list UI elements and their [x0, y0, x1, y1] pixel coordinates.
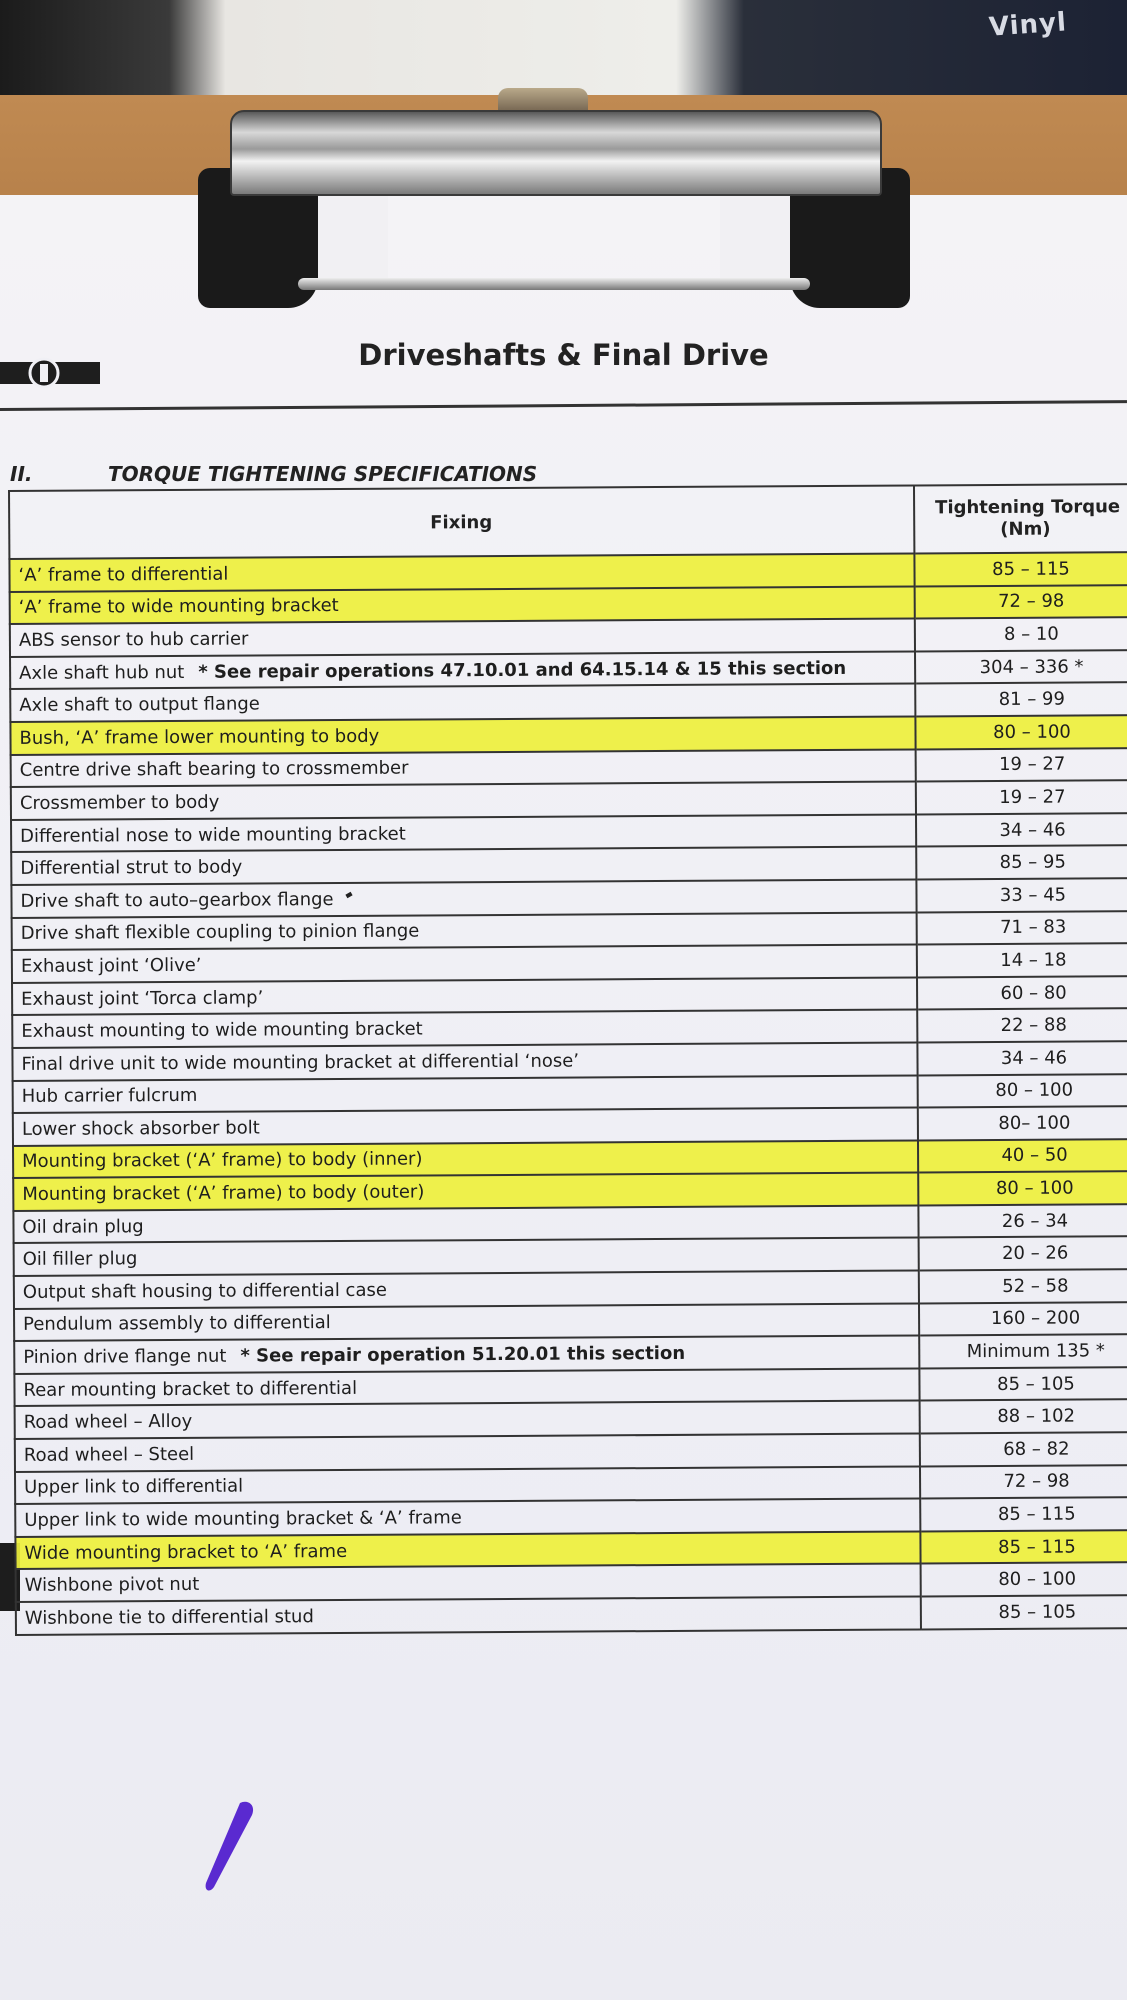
- torque-cell: 26 – 34: [918, 1204, 1127, 1238]
- fixing-cell: [15, 1433, 920, 1471]
- fixing-text: Lower shock absorber bolt: [21, 1117, 260, 1140]
- fixing-column-header: Fixing: [9, 485, 914, 559]
- fixing-cell: [13, 1140, 918, 1178]
- fixing-text: Pinion drive flange nut: [23, 1345, 227, 1368]
- fixing-cell: [12, 1042, 917, 1080]
- table-body: [9, 552, 1127, 1634]
- fixing-text: Drive shaft to auto–gearbox flange: [20, 888, 334, 912]
- fixing-cell: [12, 945, 917, 983]
- torque-cell: 34 – 46: [916, 813, 1127, 847]
- torque-cell: 80 – 100: [918, 1171, 1127, 1205]
- torque-cell: 72 – 98: [920, 1465, 1127, 1499]
- torque-cell: 60 – 80: [917, 976, 1127, 1010]
- torque-cell: 20 – 26: [919, 1237, 1127, 1271]
- torque-cell: Minimum 135 *: [919, 1334, 1127, 1368]
- torque-cell: 85 – 105: [921, 1595, 1127, 1629]
- fixing-cell: [14, 1271, 919, 1309]
- torque-cell: 81 – 99: [915, 682, 1127, 716]
- torque-cell: 80 – 100: [918, 1074, 1127, 1108]
- torque-cell: 80 – 100: [921, 1562, 1127, 1596]
- torque-cell: 85 – 115: [920, 1497, 1127, 1531]
- torque-column-header: [914, 484, 1127, 553]
- torque-cell: 40 – 50: [918, 1139, 1127, 1173]
- fixing-text: ABS sensor to hub carrier: [18, 628, 249, 651]
- torque-cell: 68 – 82: [920, 1432, 1127, 1466]
- fixing-cell: [16, 1596, 921, 1634]
- fixing-cell: [10, 586, 915, 624]
- fixing-cell: [14, 1303, 919, 1341]
- torque-cell: 72 – 98: [915, 585, 1127, 619]
- fixing-cell: [15, 1401, 920, 1439]
- fixing-text: ‘A’ frame to differential: [18, 563, 229, 586]
- fixing-text: Differential strut to body: [20, 856, 243, 880]
- torque-cell: 85 – 115: [920, 1530, 1127, 1564]
- fixing-cell: [12, 912, 917, 950]
- fixing-text: Exhaust joint ‘Olive’: [20, 954, 202, 977]
- torque-cell: 22 – 88: [917, 1008, 1127, 1042]
- fixing-text: Mounting bracket (‘A’ frame) to body (outer): [22, 1181, 425, 1206]
- fixing-cell: [14, 1368, 919, 1406]
- torque-cell: 52 – 58: [919, 1269, 1127, 1303]
- table-header-row: [9, 484, 1127, 559]
- fixing-text: Exhaust mounting to wide mounting bracket: [21, 1018, 423, 1043]
- torque-cell: 8 – 10: [915, 617, 1127, 651]
- fixing-cell: [11, 814, 916, 852]
- fixing-cell: [13, 1108, 918, 1146]
- torque-table: [8, 483, 1127, 1635]
- torque-cell: 19 – 27: [916, 748, 1127, 782]
- fixing-text: Wide mounting bracket to ‘A’ frame: [24, 1540, 348, 1564]
- fixing-cell: [10, 716, 915, 754]
- torque-table-wrapper: [8, 483, 1127, 1635]
- fixing-text: Centre drive shaft bearing to crossmember: [19, 757, 409, 782]
- fixing-text: Differential nose to wide mounting bracket: [20, 823, 406, 847]
- fixing-cell: [11, 749, 916, 787]
- fixing-text: Upper link to differential: [24, 1476, 244, 1499]
- clip-gap-right: [720, 190, 790, 290]
- fixing-text: Wishbone pivot nut: [24, 1574, 200, 1597]
- clip-knob: [498, 88, 588, 110]
- fixing-text: Mounting bracket (‘A’ frame) to body (inner): [22, 1148, 423, 1173]
- torque-header-line2: (Nm): [1000, 518, 1051, 540]
- clip-bar: [298, 278, 810, 290]
- torque-cell: 85 – 115: [914, 552, 1127, 586]
- torque-cell: 80 – 100: [915, 715, 1127, 749]
- fixing-cell: [13, 1173, 918, 1211]
- fixing-text: Bush, ‘A’ frame lower mounting to body: [19, 725, 380, 749]
- fixing-text: Road wheel – Steel: [23, 1443, 195, 1466]
- fixing-note: * See repair operations 47.10.01 and 64.15.14 & 15 this section: [198, 657, 847, 683]
- clipboard-clip: [198, 88, 910, 318]
- fixing-cell: [14, 1336, 919, 1374]
- fixing-cell: [15, 1499, 920, 1537]
- fixing-text: Axle shaft hub nut: [19, 661, 185, 684]
- fixing-text: Final drive unit to wide mounting bracket at differential ‘nose’: [21, 1050, 580, 1075]
- torque-header-line1: Tightening Torque: [935, 496, 1121, 519]
- torque-cell: 88 – 102: [920, 1400, 1127, 1434]
- fixing-cell: [12, 977, 917, 1015]
- fixing-cell: [15, 1466, 920, 1504]
- fixing-note: * See repair operation 51.20.01 this section: [240, 1342, 686, 1367]
- fixing-text: Wishbone tie to differential stud: [24, 1605, 314, 1629]
- section-number: II.: [10, 462, 33, 486]
- fixing-cell: [10, 651, 915, 689]
- fixing-cell: [13, 1075, 918, 1113]
- fixing-cell: [10, 684, 915, 722]
- fixing-text: Axle shaft to output flange: [19, 693, 260, 717]
- fixing-text: Exhaust joint ‘Torca clamp’: [21, 986, 264, 1010]
- fixing-cell: [11, 879, 916, 917]
- fixing-text: Hub carrier fulcrum: [21, 1085, 198, 1108]
- fixing-text: Oil filler plug: [22, 1248, 138, 1271]
- fixing-cell: [14, 1238, 919, 1276]
- torque-cell: 80– 100: [918, 1106, 1127, 1140]
- torque-cell: 34 – 46: [917, 1041, 1127, 1075]
- torque-cell: 160 – 200: [919, 1302, 1127, 1336]
- torque-cell: 33 – 45: [916, 878, 1127, 912]
- fixing-text: Pendulum assembly to differential: [23, 1312, 331, 1336]
- torque-cell: 85 – 105: [919, 1367, 1127, 1401]
- fixing-cell: [10, 619, 915, 657]
- section-title: TORQUE TIGHTENING SPECIFICATIONS: [108, 462, 538, 486]
- fixing-text: Output shaft housing to differential case: [22, 1279, 387, 1303]
- clip-gap-left: [318, 190, 388, 290]
- fixing-text: Road wheel – Alloy: [23, 1411, 193, 1434]
- background-label: Vinyl: [988, 7, 1068, 43]
- torque-cell: 14 – 18: [917, 943, 1127, 977]
- fixing-text: Rear mounting bracket to differential: [23, 1377, 358, 1401]
- pen-mark-icon: [200, 1795, 260, 1895]
- fixing-cell: [12, 1010, 917, 1048]
- clip-plate: [230, 110, 882, 196]
- fixing-cell: [16, 1564, 921, 1602]
- torque-cell: 71 – 83: [917, 911, 1127, 945]
- torque-cell: 19 – 27: [916, 780, 1127, 814]
- fixing-cell: [9, 553, 914, 591]
- fixing-cell: [13, 1205, 918, 1243]
- fixing-cell: [11, 782, 916, 820]
- document-title: Driveshafts & Final Drive: [358, 338, 769, 372]
- fixing-text: ‘A’ frame to wide mounting bracket: [18, 595, 339, 619]
- fixing-text: Crossmember to body: [19, 791, 220, 814]
- torque-cell: 85 – 95: [916, 845, 1127, 879]
- table-row: [16, 1595, 1127, 1634]
- fixing-text: Drive shaft flexible coupling to pinion flange: [20, 920, 420, 945]
- section-heading: [10, 462, 537, 486]
- fixing-cell: [15, 1531, 920, 1569]
- fixing-cell: [11, 847, 916, 885]
- fixing-text: Oil drain plug: [22, 1215, 144, 1238]
- torque-cell: 304 – 336 *: [915, 650, 1127, 684]
- fixing-text: Upper link to wide mounting bracket & ‘A’ frame: [24, 1507, 462, 1531]
